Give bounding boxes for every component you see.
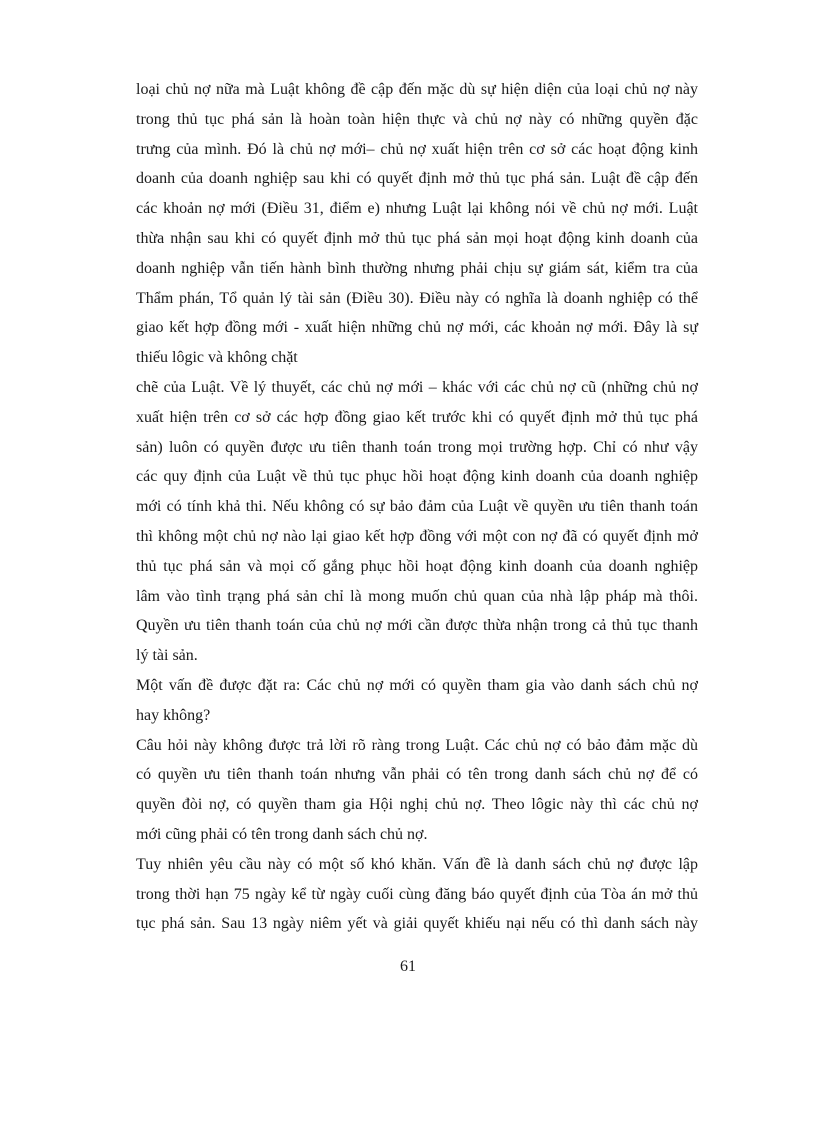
text-line: Quyền ưu tiên thanh toán của chủ nợ mới cần được thừa nhận trong cả thủ tục thanh [136,617,698,635]
text-line: Tuy nhiên yêu cầu này có một số khó khăn. Vấn đề là danh sách chủ nợ được lập [136,855,698,873]
text-line: trưng của mình. Đó là chủ nợ mới– chủ nợ xuất hiện trên cơ sở các hoạt động kinh [136,140,698,158]
text-line: chẽ của Luật. Về lý thuyết, các chủ nợ mới – khác với các chủ nợ cũ (những chủ nợ [136,378,698,396]
text-line: tục phá sản. Sau 13 ngày niêm yết và giải quyết khiếu nại nếu có thì danh sách này [136,915,698,933]
text-line: sản) luôn có quyền được ưu tiên thanh toán trong mọi trường hợp. Chỉ có như vậy [136,438,698,456]
text-line: thì không một chủ nợ nào lại giao kết hợp đồng với một con nợ đã có quyết định mở [136,527,698,545]
text-line: thủ tục phá sản và mọi cố gắng phục hồi hoạt động kinh doanh của doanh nghiệp [136,557,698,575]
text-line: xuất hiện trên cơ sở các hợp đồng giao kết trước khi có quyết định mở thủ tục phá [136,408,698,426]
text-line: các quy định của Luật về thủ tục phục hồi hoạt động kinh doanh của doanh nghiệp [136,468,698,486]
text-line: Câu hỏi này không được trả lời rõ ràng trong Luật. Các chủ nợ có bảo đảm mặc dù [136,736,698,754]
text-line: lý tài sản. [136,647,198,665]
text-line: trong thời hạn 75 ngày kể từ ngày cuối cùng đăng báo quyết định của Tòa án mở thủ [136,885,698,903]
text-line: có quyền ưu tiên thanh toán nhưng vẫn phải có tên trong danh sách chủ nợ để có [136,766,698,784]
text-line: Thẩm phán, Tổ quản lý tài sản (Điều 30). Điều này có nghĩa là doanh nghiệp có thể [136,289,698,307]
text-line: thiếu lôgic và không chặt [136,349,298,367]
page-number: 61 [400,958,416,975]
text-line: giao kết hợp đồng mới - xuất hiện những chủ nợ mới, các khoản nợ mới. Đây là sự [136,319,698,337]
text-line: hay không? [136,706,211,724]
text-line: mới cũng phải có tên trong danh sách chủ nợ. [136,825,428,843]
text-line: loại chủ nợ nữa mà Luật không đề cập đến mặc dù sự hiện diện của loại chủ nợ này [136,81,698,98]
text-line: thừa nhận sau khi có quyết định mở thủ tục phá sản mọi hoạt động kinh doanh của [136,229,698,247]
text-line: doanh nghiệp vẫn tiến hành bình thường nhưng phải chịu sự giám sát, kiểm tra của [136,259,698,277]
text-line: doanh của doanh nghiệp sau khi có quyết định mở thủ tục phá sản. Luật đề cập đến [136,170,698,188]
text-line: lâm vào tình trạng phá sản chỉ là mong muốn chủ quan của nhà lập pháp mà thôi. [136,587,698,605]
text-line: mới có tính khả thi. Nếu không có sự bảo đảm của Luật về quyền ưu tiên thanh toán [136,498,698,516]
text-line: các khoản nợ mới (Điều 31, điểm e) nhưng Luật lại không nói về chủ nợ mới. Luật [136,200,698,218]
text-line: trong thủ tục phá sản là hoàn toàn hiện thực và chủ nợ này có những quyền đặc [136,110,698,128]
body-text [136,75,698,939]
text-line: Một vấn đề được đặt ra: Các chủ nợ mới có quyền tham gia vào danh sách chủ nợ [136,676,698,694]
text-line: quyền đòi nợ, có quyền tham gia Hội nghị chủ nợ. Theo lôgic này thì các chủ nợ [136,796,698,814]
